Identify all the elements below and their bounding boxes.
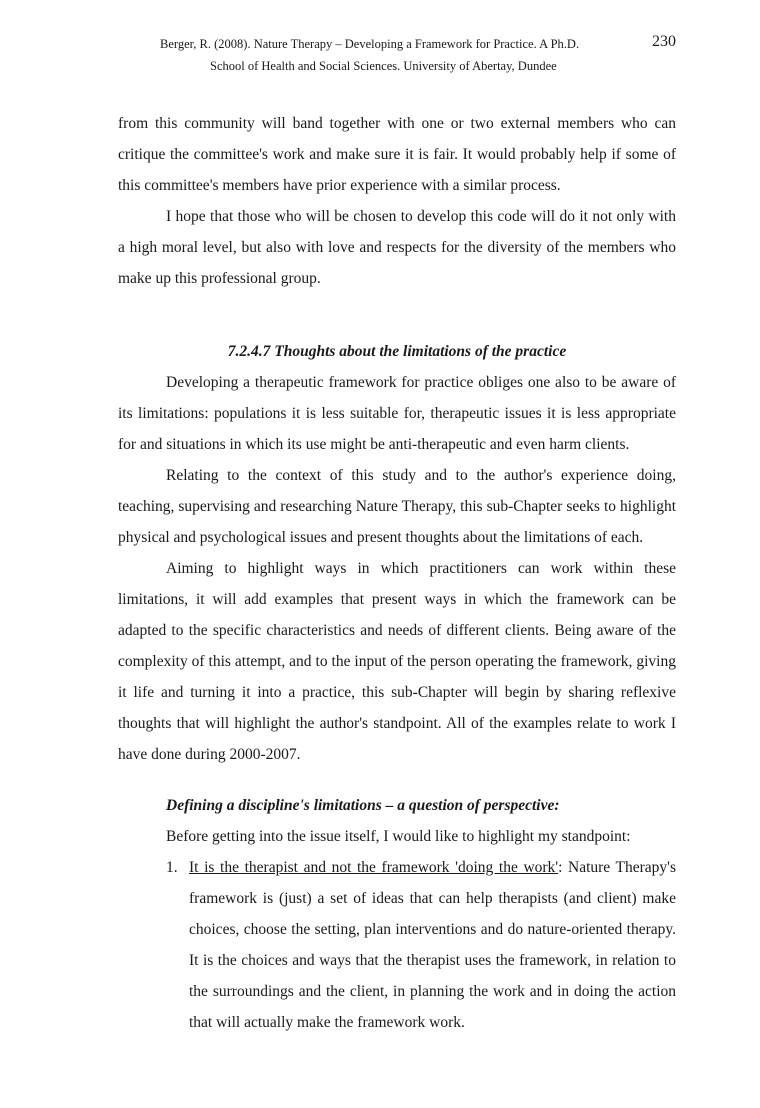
paragraph: Before getting into the issue itself, I would like to highlight my standpoint: [166,828,631,845]
subsection-heading: Defining a discipline's limitations – a question of perspective: [166,797,560,814]
paragraph: Relating to the context of this study and to the author's experience doing, teaching, supervising and researching Nature Therapy, this sub-Chapter seeks to highlight physical and psychological issues and present thoughts about the limitations of each. [118,467,676,546]
header-citation: Berger, R. (2008). Nature Therapy – Developing a Framework for Practice. A Ph.D. [160,37,580,51]
list-item [118,852,676,1038]
section-heading: 7.2.4.7 Thoughts about the limitations of the practice [227,343,567,360]
page-number: 230 [652,33,676,50]
body-text [118,108,676,1038]
paragraph: Aiming to highlight ways in which practitioners can work within these limitations, it will add examples that present ways in which the framework can be adapted to the specific characteristics and needs of different clients. Being aware of the complexity of this attempt, and to the input of the person operating the framework, giving it life and turning it into a practice, this sub-Chapter will begin by sharing reflexive thoughts that will highlight the author's standpoint. All of the examples relate to work I have done during 2000-2007. [118,560,676,763]
paragraph: I hope that those who will be chosen to develop this code will do it not only with a high moral level, but also with love and respects for the diversity of the members who make up this professional group. [118,208,676,287]
list-item-number: 1. [166,859,178,876]
paragraph-continued: from this community will band together with one or two external members who can critique the committee's work and make sure it is fair. It would probably help if some of this committee's members have prior experience with a similar process. [118,115,676,194]
list-item-text: : Nature Therapy's framework is (just) a set of ideas that can help therapists (and client) make choices, choose the setting, plan interventions and do nature-oriented therapy. It is the choices and ways that the therapist uses the framework, in relation to the surroundings and the client, in planning the work and in doing the action that will actually make the framework work. [189,859,676,1031]
paragraph: Developing a therapeutic framework for practice obliges one also to be aware of its limitations: populations it is less suitable for, therapeutic issues it is less appropriate for and situations in which its use might be anti-therapeutic and even harm clients. [118,374,676,453]
header-institution: School of Health and Social Sciences. University of Abertay, Dundee [210,59,557,73]
list-item-underlined-phrase: It is the therapist and not the framework 'doing the work' [189,859,559,876]
numbered-list [118,852,676,1038]
